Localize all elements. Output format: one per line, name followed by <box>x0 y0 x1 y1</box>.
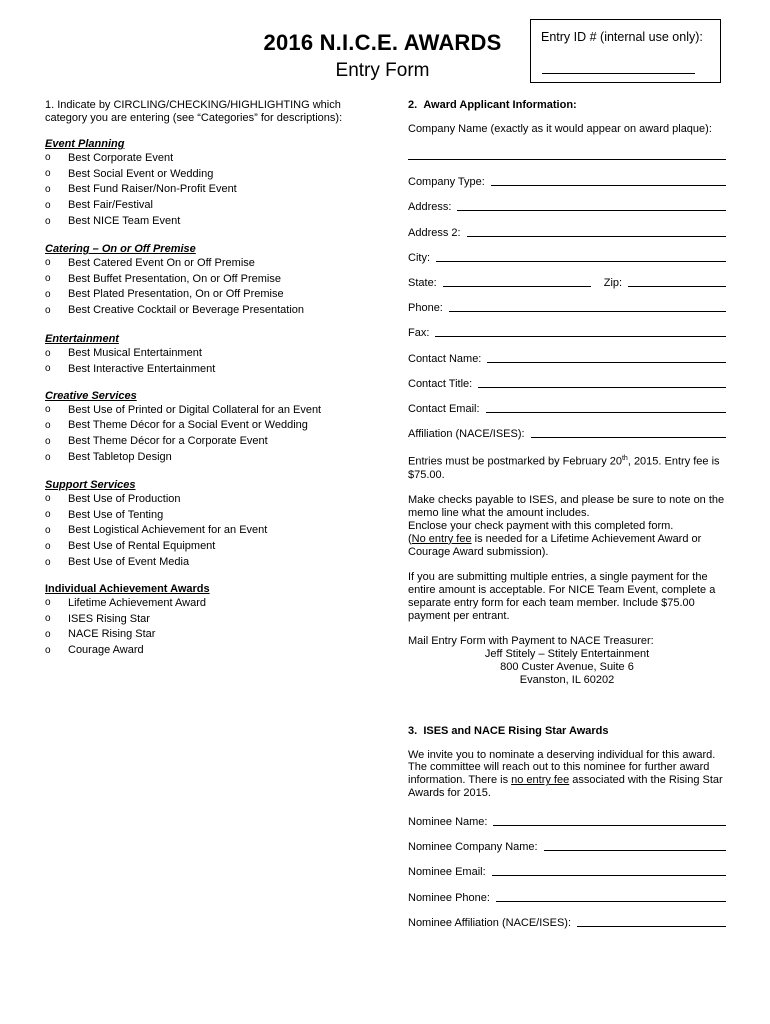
field-label: Company Type: <box>408 176 485 189</box>
mail-city: Evanston, IL 60202 <box>519 673 615 686</box>
field-label: Nominee Phone: <box>408 891 490 904</box>
nominee-company-input[interactable] <box>544 838 726 851</box>
option-label: Best Use of Production <box>68 492 181 505</box>
section-title: ISES and NACE Rising Star Awards <box>423 724 609 737</box>
option-label: Best Theme Décor for a Corporate Event <box>68 435 268 448</box>
field-label: Zip: <box>603 276 623 289</box>
category-support-services <box>45 479 355 570</box>
option-bullet: o <box>45 540 51 552</box>
option-bullet: o <box>45 273 51 285</box>
option-bullet: o <box>45 493 51 505</box>
nominee-name-field <box>408 803 726 828</box>
category-heading: Event Planning <box>45 138 125 150</box>
category-option[interactable] <box>45 166 355 182</box>
page-title: 2016 N.I.C.E. AWARDS <box>263 30 502 55</box>
option-bullet: o <box>45 597 51 609</box>
field-label: State: <box>408 276 437 289</box>
option-bullet: o <box>45 628 51 640</box>
deadline-fee: $75.00. <box>408 468 445 481</box>
fax-input[interactable] <box>435 324 726 337</box>
nominee-phone-field <box>408 878 726 903</box>
phone-field <box>408 289 726 314</box>
option-label: Best Fund Raiser/Non-Profit Event <box>68 183 237 196</box>
option-label: Best Logistical Achievement for an Event <box>68 524 268 537</box>
contact-name-input[interactable] <box>487 350 726 363</box>
field-label: Nominee Email: <box>408 866 486 879</box>
contact-title-input[interactable] <box>478 375 726 388</box>
category-option[interactable] <box>45 182 355 198</box>
intro-line: information. There is <box>408 774 512 787</box>
field-label: Nominee Affiliation (NACE/ISES): <box>408 916 572 929</box>
category-individual-achievement <box>45 583 355 658</box>
contact-email-field <box>408 390 726 415</box>
applicant-section <box>408 99 726 929</box>
option-label: ISES Rising Star <box>68 612 150 625</box>
category-option[interactable] <box>45 213 355 229</box>
category-catering <box>45 243 355 318</box>
category-option[interactable] <box>45 361 355 377</box>
category-option[interactable] <box>45 554 355 570</box>
instruction-line: category you are entering (see “Categories” for descriptions): <box>45 112 343 124</box>
option-label: Best Use of Tenting <box>68 508 164 521</box>
option-bullet: o <box>45 419 51 431</box>
multiple-entries-note <box>408 571 726 622</box>
option-label: Best Musical Entertainment <box>68 347 202 360</box>
category-option[interactable] <box>45 433 355 449</box>
option-label: Best Use of Rental Equipment <box>68 540 216 553</box>
option-label: Best Theme Décor for a Social Event or Wedding <box>68 419 308 432</box>
mail-recipient: Jeff Stitely – Stitely Entertainment <box>484 648 650 661</box>
field-label: Address: <box>408 201 452 214</box>
option-bullet: o <box>45 168 51 180</box>
option-label: Best Plated Presentation, On or Off Premise <box>68 288 284 301</box>
contact-name-field <box>408 339 726 364</box>
option-label: NACE Rising Star <box>68 628 156 641</box>
mailing-address <box>408 635 726 686</box>
option-label: Best Buffet Presentation, On or Off Premise <box>68 272 281 285</box>
category-option[interactable] <box>45 418 355 434</box>
payment-line: Make checks payable to ISES, and please be sure to note on the <box>408 494 725 507</box>
option-bullet: o <box>45 183 51 195</box>
section-number: 2. <box>408 99 418 111</box>
no-fee-emphasis: No entry fee <box>411 532 472 545</box>
entry-id-label: Entry ID # (internal use only): <box>541 30 703 44</box>
category-option[interactable] <box>45 491 355 507</box>
field-label: Affiliation (NACE/ISES): <box>408 428 525 441</box>
address2-input[interactable] <box>467 224 726 237</box>
category-creative-services <box>45 390 355 465</box>
option-label: Best Creative Cocktail or Beverage Presentation <box>68 304 305 317</box>
address-input[interactable] <box>457 198 726 211</box>
section-number: 3. <box>408 724 418 737</box>
option-bullet: o <box>45 215 51 227</box>
rising-star-intro <box>408 749 726 800</box>
nominee-name-input[interactable] <box>493 813 726 826</box>
contact-title-field <box>408 365 726 390</box>
category-option[interactable] <box>45 642 355 658</box>
category-section <box>45 99 355 658</box>
option-label: Best Use of Event Media <box>68 556 190 569</box>
category-option[interactable] <box>45 538 355 554</box>
category-option[interactable] <box>45 255 355 271</box>
category-option[interactable] <box>45 150 355 166</box>
category-instructions <box>45 99 355 125</box>
option-label: Best Interactive Entertainment <box>68 362 216 375</box>
category-option[interactable] <box>45 595 355 611</box>
intro-line: associated with the Rising Star <box>569 774 723 787</box>
option-bullet: o <box>45 509 51 521</box>
section-title: Award Applicant Information: <box>423 99 577 111</box>
company-type-field <box>408 163 726 188</box>
nominee-phone-input[interactable] <box>496 889 726 902</box>
fax-field <box>408 314 726 339</box>
nominee-affiliation-input[interactable] <box>577 914 726 927</box>
intro-line: The committee will reach out to this nominee for further award <box>408 761 710 774</box>
category-heading: Individual Achievement Awards <box>45 582 210 595</box>
page-subtitle: Entry Form <box>335 60 430 81</box>
affiliation-input[interactable] <box>531 425 726 438</box>
nominee-email-input[interactable] <box>492 863 726 876</box>
category-option[interactable] <box>45 302 355 318</box>
option-bullet: o <box>45 556 51 568</box>
phone-input[interactable] <box>449 299 726 312</box>
field-label: City: <box>408 251 430 264</box>
field-label: Contact Email: <box>408 402 480 415</box>
company-name-input[interactable] <box>408 147 726 160</box>
option-label: Best NICE Team Event <box>68 215 181 228</box>
zip-input[interactable] <box>628 274 726 287</box>
payment-line: ( <box>408 532 412 545</box>
nominee-affiliation-field <box>408 904 726 929</box>
deadline-text: , 2015. Entry fee is <box>627 455 720 468</box>
option-label: Courage Award <box>68 644 144 657</box>
category-option[interactable] <box>45 287 355 303</box>
section-heading <box>408 99 726 111</box>
multi-line: If you are submitting multiple entries, a single payment for the <box>408 571 708 584</box>
category-entertainment <box>45 333 355 377</box>
category-heading: Creative Services <box>45 389 137 402</box>
field-label: Nominee Company Name: <box>408 841 538 854</box>
option-bullet: o <box>45 152 51 164</box>
category-heading: Entertainment <box>45 333 119 346</box>
company-type-input[interactable] <box>491 173 726 186</box>
option-bullet: o <box>45 644 51 656</box>
payment-line: memo line what the amount includes. <box>408 507 590 520</box>
address2-field <box>408 213 726 238</box>
address-field <box>408 188 726 213</box>
multi-line: entire amount is acceptable. For NICE Team Event, complete a <box>408 584 716 597</box>
option-label: Lifetime Achievement Award <box>68 596 206 609</box>
city-field <box>408 239 726 264</box>
option-label: Best Tabletop Design <box>68 451 172 464</box>
category-option[interactable] <box>45 611 355 627</box>
entry-id-input-line[interactable] <box>542 73 695 74</box>
payment-note <box>408 494 726 558</box>
option-bullet: o <box>45 613 51 625</box>
payment-line: Enclose your check payment with this completed form. <box>408 519 674 532</box>
option-bullet: o <box>45 451 51 463</box>
no-fee-emphasis: no entry fee <box>511 774 570 787</box>
option-bullet: o <box>45 524 51 536</box>
city-input[interactable] <box>436 249 726 262</box>
category-event-planning <box>45 138 355 229</box>
payment-line: is needed for a Lifetime Achievement Award or <box>471 532 702 545</box>
deadline-note <box>408 453 726 481</box>
option-bullet: o <box>45 435 51 447</box>
multi-line: payment per entrant. <box>408 609 510 622</box>
section-heading <box>408 725 726 737</box>
intro-line: We invite you to nominate a deserving individual for this award. <box>408 748 716 761</box>
field-label: Contact Title: <box>408 377 473 390</box>
option-label: Best Catered Event On or Off Premise <box>68 256 255 269</box>
instruction-line: 1. Indicate by CIRCLING/CHECKING/HIGHLIGHTING which <box>45 99 341 111</box>
mail-instruction: Mail Entry Form with Payment to NACE Treasurer: <box>408 635 654 648</box>
option-bullet: o <box>45 347 51 359</box>
nominee-company-field <box>408 828 726 853</box>
intro-line: Awards for 2015. <box>408 787 491 800</box>
option-label: Best Corporate Event <box>68 151 174 164</box>
category-heading: Support Services <box>45 478 136 491</box>
category-option[interactable] <box>45 627 355 643</box>
category-option[interactable] <box>45 402 355 418</box>
state-zip-field <box>408 264 726 289</box>
category-option[interactable] <box>45 449 355 465</box>
option-bullet: o <box>45 199 51 211</box>
category-heading: Catering – On or Off Premise <box>45 242 196 255</box>
category-option[interactable] <box>45 507 355 523</box>
affiliation-field <box>408 415 726 440</box>
option-label: Best Use of Printed or Digital Collateral for an Event <box>68 403 322 416</box>
field-label: Phone: <box>408 302 443 315</box>
payment-line: Courage Award submission). <box>408 545 549 558</box>
option-bullet: o <box>45 363 51 375</box>
option-label: Best Social Event or Wedding <box>68 167 214 180</box>
nominee-email-field <box>408 853 726 878</box>
option-bullet: o <box>45 257 51 269</box>
option-label: Best Fair/Festival <box>68 199 153 212</box>
mail-street: 800 Custer Avenue, Suite 6 <box>500 661 634 674</box>
company-name-label: Company Name (exactly as it would appear on award plaque): <box>408 123 712 135</box>
field-label: Contact Name: <box>408 352 482 365</box>
option-bullet: o <box>45 404 51 416</box>
entry-id-box <box>530 19 721 83</box>
state-input[interactable] <box>443 274 591 287</box>
category-option[interactable] <box>45 271 355 287</box>
deadline-text: Entries must be postmarked by February 20 <box>408 455 622 468</box>
field-label: Fax: <box>408 327 430 340</box>
category-option[interactable] <box>45 345 355 361</box>
field-label: Address 2: <box>408 226 461 239</box>
category-option[interactable] <box>45 523 355 539</box>
category-option[interactable] <box>45 197 355 213</box>
contact-email-input[interactable] <box>486 400 726 413</box>
option-bullet: o <box>45 304 51 316</box>
form-title-block <box>250 30 515 83</box>
option-bullet: o <box>45 288 51 300</box>
multi-line: separate entry form for each team member. Include $75.00 <box>408 596 695 609</box>
deadline-sup: th <box>621 455 628 463</box>
field-label: Nominee Name: <box>408 816 488 829</box>
